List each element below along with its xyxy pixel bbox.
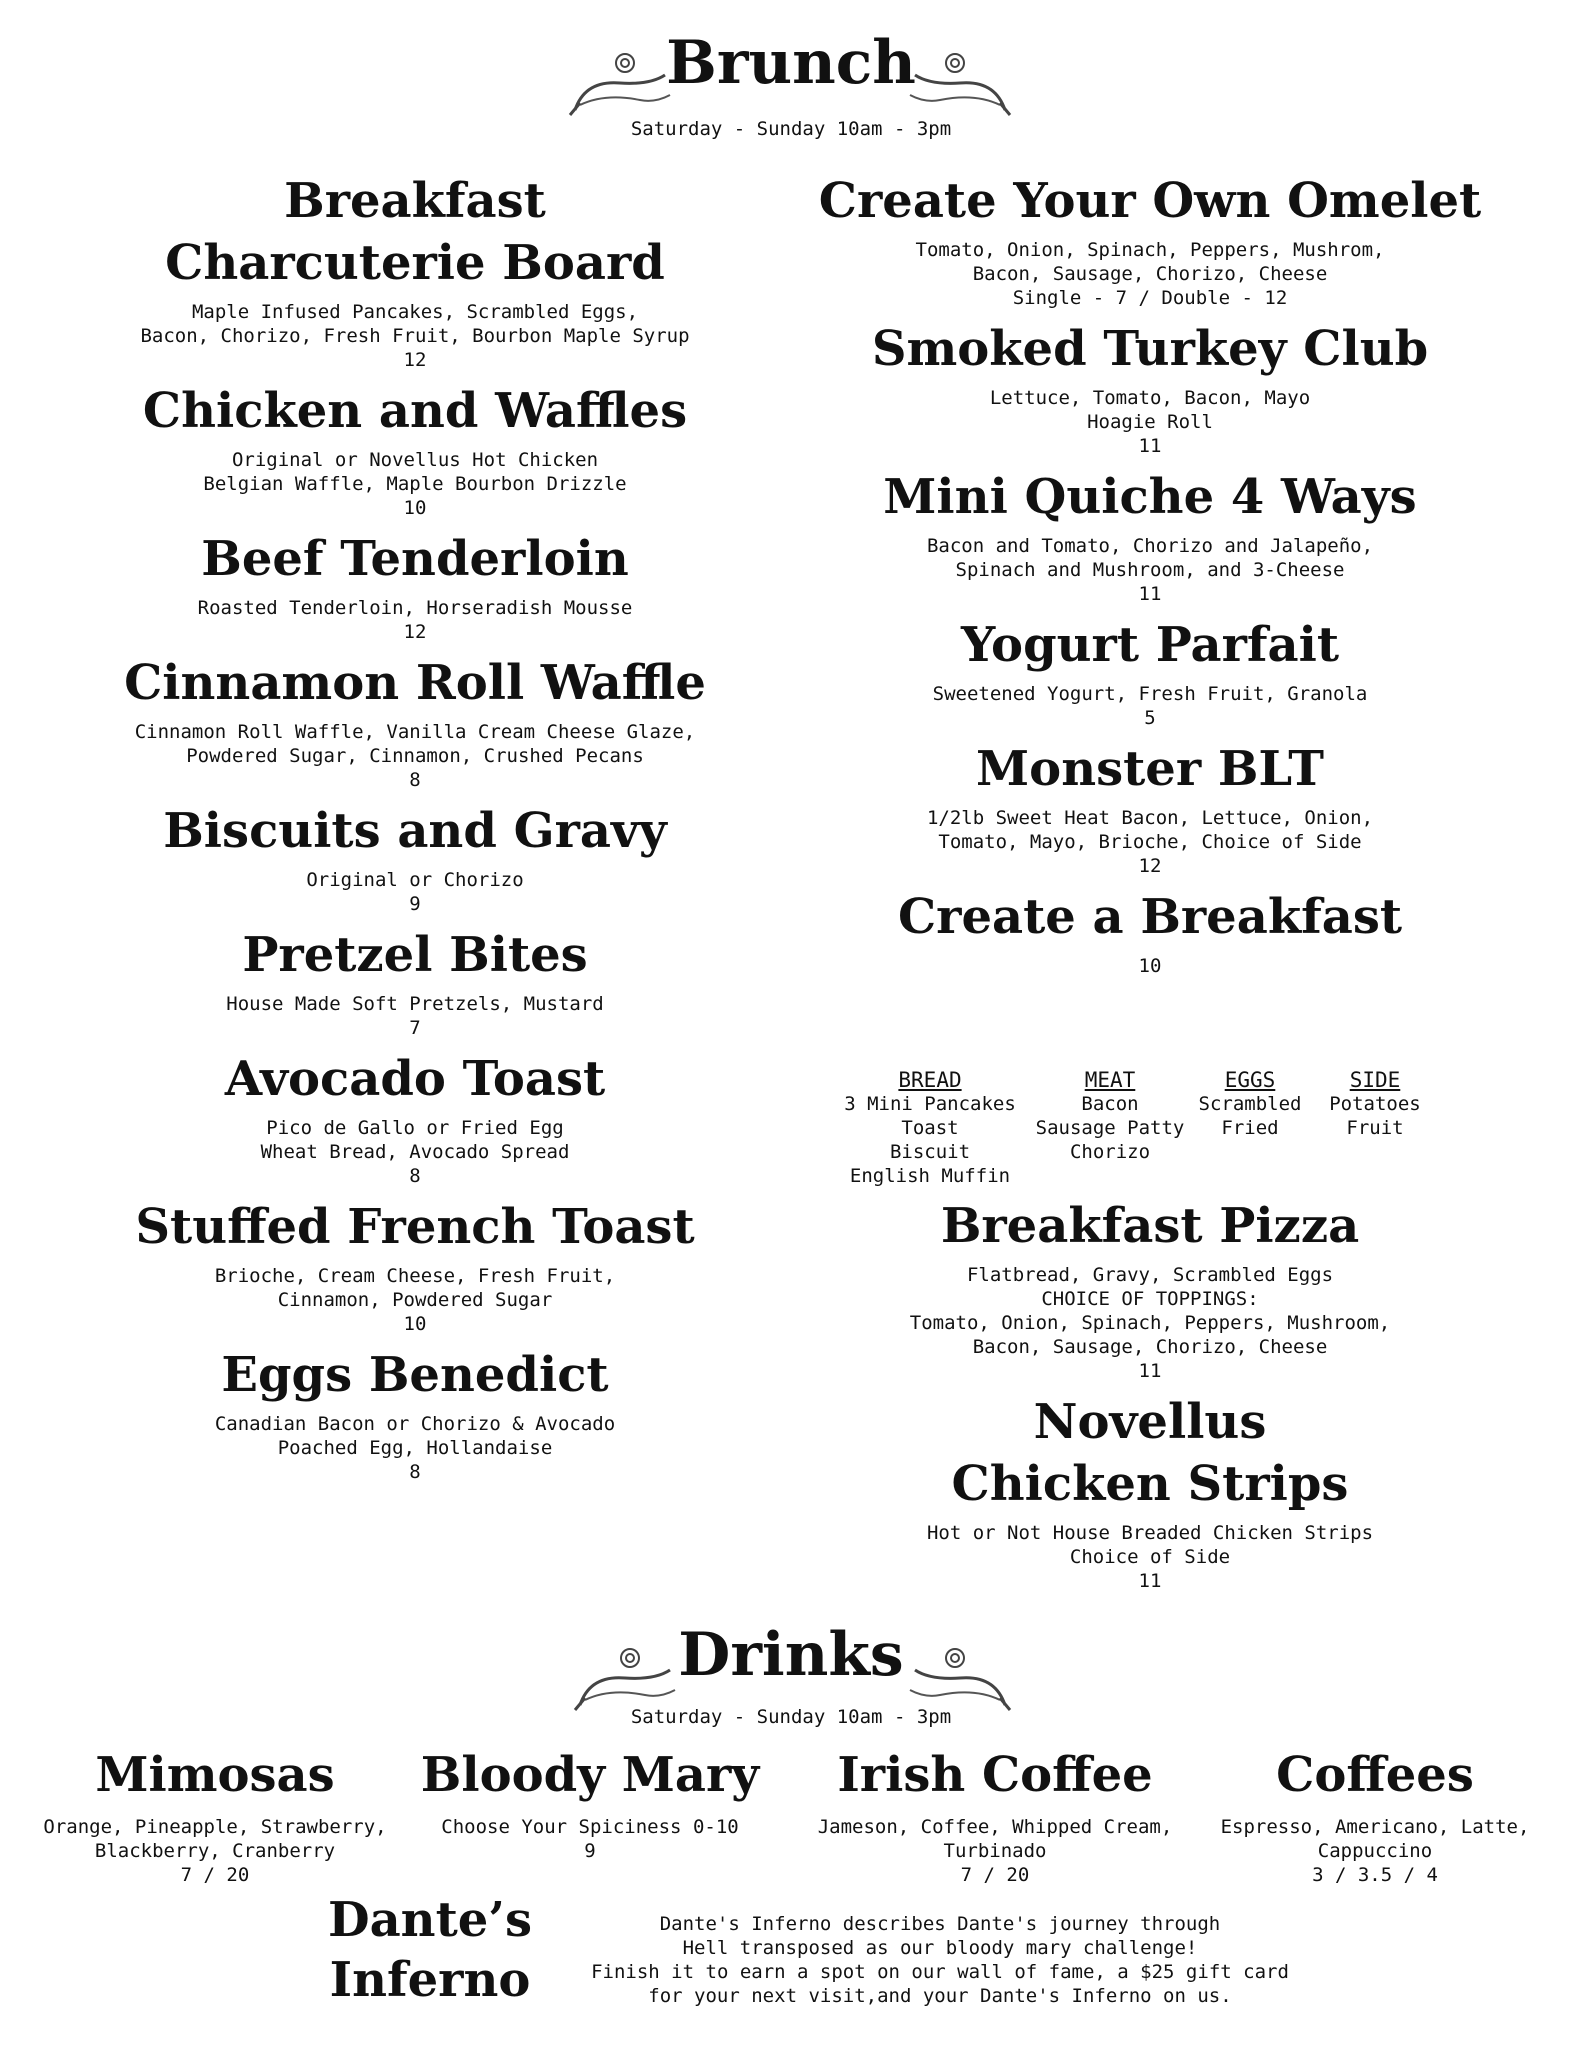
brunch-right-column	[800, 170, 1500, 986]
menu-item-desc-line: Poached Egg, Hollandaise	[277, 1437, 553, 1459]
menu-item-description	[800, 386, 1500, 458]
create-breakfast-table	[820, 1068, 1540, 1198]
menu-item-price: 8	[409, 769, 421, 791]
menu-item-title: Beef Tenderloin	[201, 531, 629, 587]
menu-item-title: Stuffed French Toast	[135, 1199, 695, 1255]
menu-item-description	[800, 238, 1500, 310]
menu-item	[800, 1195, 1500, 1383]
menu-item-title: Biscuits and Gravy	[163, 803, 667, 859]
menu-item-desc-line: Tomato, Mayo, Brioche, Choice of Side	[938, 831, 1362, 853]
menu-item-desc-line: House Made Soft Pretzels, Mustard	[226, 993, 604, 1015]
menu-item-desc-line: Tomato, Onion, Spinach, Peppers, Mushrom,	[915, 239, 1385, 261]
drink-price: 7 / 20	[960, 1864, 1030, 1886]
menu-item-price: 10	[403, 497, 427, 519]
menu-item-desc-line: Cinnamon, Powdered Sugar	[277, 1289, 553, 1311]
menu-item-title: Create Your Own Omelet	[818, 173, 1482, 229]
menu-item-title: Chicken and Waffles	[142, 383, 688, 439]
dantes-desc-line: for your next visit,and your Dante's Inferno on us.	[648, 1985, 1232, 2007]
drink-desc-line: Espresso, Americano, Latte,	[1220, 1816, 1530, 1838]
drink-desc-line: Blackberry, Cranberry	[94, 1840, 336, 1862]
brunch-title: Brunch	[666, 28, 916, 98]
menu-item-desc-line: Wheat Bread, Avocado Spread	[260, 1141, 570, 1163]
drink-desc-line: Jameson, Coffee, Whipped Cream,	[817, 1816, 1173, 1838]
dantes-title-line-1: Dante’s	[327, 1892, 533, 1948]
menu-item	[800, 466, 1500, 606]
menu-item-desc-line: Bacon, Sausage, Chorizo, Cheese	[972, 1336, 1328, 1358]
drink-description	[390, 1815, 790, 1863]
menu-item	[20, 924, 810, 1040]
menu-item	[20, 1048, 810, 1188]
menu-item-price: 11	[1138, 1570, 1162, 1592]
brunch-right-lower-column	[800, 1195, 1500, 1601]
menu-item-title: Novellus	[1033, 1394, 1267, 1450]
breakfast-option-item: Toast	[901, 1117, 959, 1139]
right-flourish-icon	[905, 45, 1015, 120]
menu-item-desc-line: Sweetened Yogurt, Fresh Fruit, Granola	[932, 683, 1368, 705]
menu-item	[20, 1196, 810, 1336]
menu-item-title: Chicken Strips	[951, 1456, 1349, 1512]
menu-item-price: 12	[403, 621, 427, 643]
breakfast-option-item: Bacon	[1081, 1093, 1139, 1115]
menu-item-description	[800, 682, 1500, 730]
menu-item-title: Eggs Benedict	[221, 1347, 609, 1403]
drink-item	[1175, 1745, 1575, 1887]
menu-item-description	[800, 806, 1500, 878]
drink-description	[1175, 1815, 1575, 1887]
menu-item-desc-line: Spinach and Mushroom, and 3-Cheese	[955, 559, 1345, 581]
menu-item-desc-line: Original or Novellus Hot Chicken	[231, 449, 599, 471]
menu-item	[20, 652, 810, 792]
drinks-hours: Saturday - Sunday 10am - 3pm	[630, 1706, 952, 1728]
dantes-inferno-title	[290, 1890, 570, 2010]
drink-desc-line: Turbinado	[943, 1840, 1047, 1862]
drink-item	[390, 1745, 790, 1863]
menu-item-desc-line: Tomato, Onion, Spinach, Peppers, Mushroom,	[909, 1312, 1391, 1334]
drinks-title: Drinks	[678, 1620, 904, 1690]
menu-item-desc-line: Bacon, Sausage, Chorizo, Cheese	[972, 263, 1328, 285]
dantes-title-line-2: Inferno	[329, 1952, 531, 2008]
menu-item-desc-line: Hoagie Roll	[1087, 411, 1213, 433]
menu-item-title: Breakfast Pizza	[940, 1198, 1360, 1254]
menu-item-price: 10	[1138, 955, 1162, 977]
menu-item	[20, 380, 810, 520]
drink-desc-line: Orange, Pineapple, Strawberry,	[43, 1816, 387, 1838]
menu-item	[800, 614, 1500, 730]
drink-description	[795, 1815, 1195, 1887]
menu-item-description	[800, 1521, 1500, 1593]
dantes-desc-line: Finish it to earn a spot on our wall of fame, a $25 gift card	[591, 1961, 1289, 1983]
menu-item-description	[800, 954, 1500, 978]
breakfast-option-heading: BREAD	[898, 1068, 962, 1092]
breakfast-option-item: 3 Mini Pancakes	[844, 1093, 1016, 1115]
menu-item-description	[20, 992, 810, 1040]
drink-price: 7 / 20	[180, 1864, 250, 1886]
brunch-left-column	[20, 170, 810, 1492]
menu-item-price: 8	[409, 1461, 421, 1483]
menu-item-price: 9	[409, 893, 421, 915]
breakfast-option-item: Scrambled	[1198, 1093, 1302, 1115]
breakfast-option-item: English Muffin	[849, 1165, 1011, 1187]
left-flourish-icon	[565, 45, 675, 120]
menu-item	[800, 318, 1500, 458]
breakfast-option-item: Potatoes	[1329, 1093, 1421, 1115]
menu-item-desc-line: Hot or Not House Breaded Chicken Strips	[926, 1522, 1374, 1544]
menu-item-price: 11	[1138, 435, 1162, 457]
breakfast-option-item: Fruit	[1346, 1117, 1404, 1139]
left-flourish-icon	[570, 1640, 680, 1715]
menu-item-desc-line: Pico de Gallo or Fried Egg	[266, 1117, 564, 1139]
menu-item-price: 12	[1138, 855, 1162, 877]
menu-item-desc-line: Powdered Sugar, Cinnamon, Crushed Pecans	[186, 745, 644, 767]
menu-item-desc-line: CHOICE OF TOPPINGS:	[1041, 1288, 1259, 1310]
menu-item-description	[20, 720, 810, 792]
menu-item-desc-line: Maple Infused Pancakes, Scrambled Eggs,	[191, 301, 639, 323]
breakfast-option-item: Sausage Patty	[1035, 1117, 1185, 1139]
drink-title: Mimosas	[95, 1747, 335, 1803]
menu-item-title: Smoked Turkey Club	[871, 321, 1429, 377]
menu-item-title: Avocado Toast	[224, 1051, 606, 1107]
drink-title: Irish Coffee	[837, 1747, 1153, 1803]
menu-item-desc-line: Canadian Bacon or Chorizo & Avocado	[214, 1413, 616, 1435]
menu-item-title: Charcuterie Board	[165, 235, 665, 291]
drinks-row	[0, 1745, 1582, 1915]
menu-item-desc-line: Bacon and Tomato, Chorizo and Jalapeño,	[926, 535, 1374, 557]
breakfast-option-heading: EGGS	[1224, 1068, 1276, 1092]
menu-item-description	[20, 448, 810, 520]
menu-item-description	[800, 1263, 1500, 1383]
menu-item-desc-line: 1/2lb Sweet Heat Bacon, Lettuce, Onion,	[926, 807, 1374, 829]
breakfast-option-heading: MEAT	[1084, 1068, 1136, 1092]
menu-item-desc-line: Original or Chorizo	[306, 869, 524, 891]
menu-item-price: 12	[403, 349, 427, 371]
dantes-inferno-description	[560, 1912, 1320, 2008]
drink-price: 3 / 3.5 / 4	[1312, 1864, 1438, 1886]
menu-item	[800, 738, 1500, 878]
menu-item-desc-line: Cinnamon Roll Waffle, Vanilla Cream Cheese Glaze,	[134, 721, 696, 743]
menu-item-desc-line: Choice of Side	[1069, 1546, 1231, 1568]
menu-item-price: 8	[409, 1165, 421, 1187]
breakfast-option-item: Biscuit	[889, 1141, 971, 1163]
drink-desc-line: Choose Your Spiciness 0-10	[441, 1816, 739, 1838]
drink-title: Coffees	[1276, 1747, 1474, 1803]
menu-item-desc-line: Bacon, Chorizo, Fresh Fruit, Bourbon Maple Syrup	[140, 325, 690, 347]
menu-item-title: Monster BLT	[976, 741, 1324, 797]
menu-item-title: Yogurt Parfait	[960, 617, 1340, 673]
drink-description	[15, 1815, 415, 1887]
menu-item-description	[20, 1116, 810, 1188]
menu-item-description	[20, 1412, 810, 1484]
menu-item	[20, 800, 810, 916]
dantes-desc-line: Dante's Inferno describes Dante's journey through	[659, 1913, 1221, 1935]
drink-item	[15, 1745, 415, 1887]
drink-desc-line: Cappuccino	[1317, 1840, 1433, 1862]
brunch-hours: Saturday - Sunday 10am - 3pm	[630, 118, 952, 140]
menu-item	[20, 1344, 810, 1484]
menu-item	[800, 170, 1500, 310]
menu-item-desc-line: Lettuce, Tomato, Bacon, Mayo	[989, 387, 1311, 409]
menu-item-description	[800, 534, 1500, 606]
menu-item-title: Cinnamon Roll Waffle	[124, 655, 706, 711]
breakfast-option-column	[830, 1068, 1030, 1188]
menu-item-price: 7	[409, 1017, 421, 1039]
dantes-desc-line: Hell transposed as our bloody mary challenge!	[682, 1937, 1198, 1959]
menu-item-description	[20, 300, 810, 372]
menu-item-title: Create a Breakfast	[897, 889, 1403, 945]
menu-item-desc-line: Single - 7 / Double - 12	[1012, 287, 1288, 309]
menu-item-desc-line: Flatbread, Gravy, Scrambled Eggs	[966, 1264, 1334, 1286]
menu-item-description	[20, 868, 810, 916]
menu-item-price: 11	[1138, 583, 1162, 605]
breakfast-option-heading: SIDE	[1349, 1068, 1401, 1092]
breakfast-option-item: Chorizo	[1069, 1141, 1151, 1163]
menu-item	[20, 528, 810, 644]
menu-item-description	[20, 1264, 810, 1336]
breakfast-option-item: Fried	[1221, 1117, 1279, 1139]
menu-item-desc-line: Roasted Tenderloin, Horseradish Mousse	[197, 597, 633, 619]
menu-item-title: Pretzel Bites	[242, 927, 588, 983]
menu-item-description	[20, 596, 810, 644]
menu-item	[800, 886, 1500, 978]
drink-item	[795, 1745, 1195, 1887]
drink-price: 9	[584, 1840, 596, 1862]
breakfast-option-column	[1275, 1068, 1475, 1140]
menu-item	[20, 170, 810, 372]
menu-item-desc-line: Belgian Waffle, Maple Bourbon Drizzle	[203, 473, 627, 495]
right-flourish-icon	[905, 1640, 1015, 1715]
menu-item	[800, 1391, 1500, 1593]
menu-item-price: 11	[1138, 1360, 1162, 1382]
menu-item-price: 10	[403, 1313, 427, 1335]
menu-item-desc-line: Brioche, Cream Cheese, Fresh Fruit,	[214, 1265, 616, 1287]
menu-item-title: Breakfast	[284, 173, 546, 229]
menu-item-title: Mini Quiche 4 Ways	[883, 469, 1417, 525]
menu-item-price: 5	[1144, 707, 1156, 729]
drink-title: Bloody Mary	[420, 1747, 760, 1803]
